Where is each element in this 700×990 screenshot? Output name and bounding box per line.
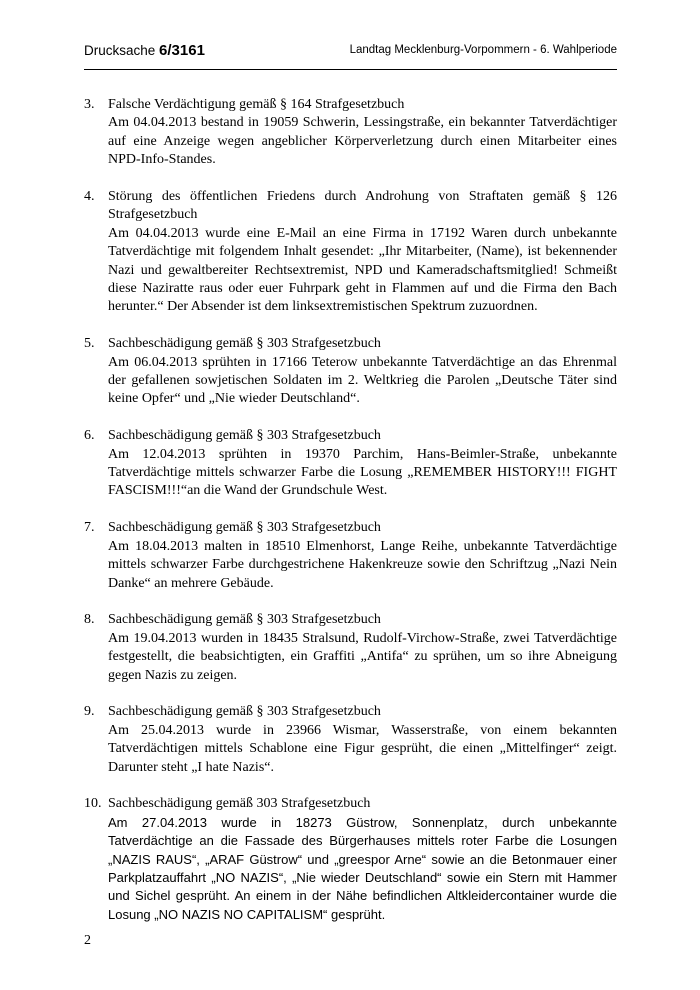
item-text: Am 27.04.2013 wurde in 18273 Güstrow, Sonnenplatz, durch unbekannte Tatverdächtige an die Fassade des Bürgerhauses mittels roter Farbe die Losungen „NAZIS RAUS“, „ARAF Güstrow“ und „greespor Arne“ sowie an die Betonmauer einer Parkplatzauffahrt „NO NAZIS“, „Nie wieder Deutschland“ sowie ein Stern mit Hammer und Sichel gesprüht. An einem in der Nähe befindlichen Altkleidercontainer wurde die Losung „NO NAZIS NO CAPITALISM“ gesprüht. (108, 814, 617, 922)
item-heading: Sachbeschädigung gemäß § 303 Strafgesetzbuch (108, 428, 381, 444)
header-divider (84, 69, 617, 70)
item-text: Am 18.04.2013 malten in 18510 Elmenhorst, Lange Reihe, unbekannte Tatverdächtige mittels schwarzer Farbe durchgestrichene Hakenkreuze sowie den Schriftzug „Nazi Nein Danke“ an mehrere Gebäude. (108, 538, 617, 591)
item-text: Am 04.04.2013 bestand in 19059 Schwerin, Lessingstraße, ein bekannter Tatverdächtiger auf eine Anzeige wegen angeblicher Körperverletzung durch einen Mitarbeiter eines NPD-Info-Standes. (108, 115, 617, 168)
list-item-9 (84, 703, 617, 777)
item-number: 6. (84, 428, 95, 444)
item-heading: Störung des öffentlichen Friedens durch Androhung von Straftaten gemäß § 126 Strafgesetzbuch (108, 189, 617, 223)
item-heading: Sachbeschädigung gemäß § 303 Strafgesetzbuch (108, 704, 381, 720)
item-heading: Sachbeschädigung gemäß § 303 Strafgesetzbuch (108, 612, 381, 628)
item-number: 4. (84, 189, 95, 205)
page-header (84, 40, 617, 64)
item-number: 3. (84, 97, 95, 112)
item-text: Am 12.04.2013 sprühten in 19370 Parchim, Hans-Beimler-Straße, unbekannte Tatverdächtige mittels schwarzer Farbe die Losung „REMEMBER HISTORY!!! FIGHT FASCISM!!!“an die Wand der Grundschule West. (108, 446, 617, 499)
list-item-8 (84, 611, 617, 685)
item-heading: Sachbeschädigung gemäß 303 Strafgesetzbuch (108, 796, 371, 812)
item-heading: Sachbeschädigung gemäß § 303 Strafgesetzbuch (108, 520, 381, 536)
document-body (84, 96, 617, 943)
item-number: 10. (84, 796, 102, 812)
item-heading: Sachbeschädigung gemäß § 303 Strafgesetzbuch (108, 336, 381, 352)
item-number: 9. (84, 704, 95, 720)
list-item-4 (84, 188, 617, 317)
list-item-10 (84, 795, 617, 924)
item-text: Am 04.04.2013 wurde eine E-Mail an eine Firma in 17192 Waren durch unbekannte Tatverdächtige mit folgendem Inhalt gesendet: „Ihr Mitarbeiter, (Name), ist bekennender Nazi und gewaltbereiter Rechtsextremist, NPD und Kameradschaftsmitglied! Schmeißt diese Naziratte raus oder euer Fuhrpark geht in Flammen auf und die Firma den Bach herunter.“ Der Absender ist dem linksextremistischen Spektrum zuzuordnen. (108, 225, 617, 315)
list-item-6 (84, 427, 617, 501)
list-item-7 (84, 519, 617, 593)
list-item-3 (84, 96, 617, 170)
item-number: 8. (84, 612, 95, 628)
page-number: 2 (84, 933, 91, 948)
item-number: 5. (84, 336, 95, 352)
item-text: Am 19.04.2013 wurden in 18435 Stralsund, Rudolf-Virchow-Straße, zwei Tatverdächtige festgestellt, die beabsichtigten, ein Graffiti „Antifa“ zu sprühen, um so ihre Abneigung gegen Nazis zu zeigen. (108, 630, 617, 683)
document-number: 6/3161 (159, 42, 205, 59)
item-text: Am 06.04.2013 sprühten in 17166 Teterow unbekannte Tatverdächtige an das Ehrenmal der gefallenen sowjetischen Soldaten im 2. Weltkrieg die Parolen „Deutsche Täter sind keine Opfer“ und „Nie wieder Deutschland“. (108, 354, 617, 407)
item-text: Am 25.04.2013 wurde in 23966 Wismar, Wasserstraße, von einem bekannten Tatverdächtigen mittels Schablone eine Figur gesprüht, die einen „Mittelfinger“ zeigt. Darunter steht „I hate Nazis“. (108, 722, 617, 775)
list-item-5 (84, 335, 617, 409)
item-heading: Falsche Verdächtigung gemäß § 164 Strafgesetzbuch (108, 97, 405, 112)
item-number: 7. (84, 520, 95, 536)
parliament-name: Landtag Mecklenburg-Vorpommern - 6. Wahlperiode (349, 44, 617, 56)
document-label: Drucksache (84, 43, 156, 58)
document-reference (84, 42, 205, 59)
